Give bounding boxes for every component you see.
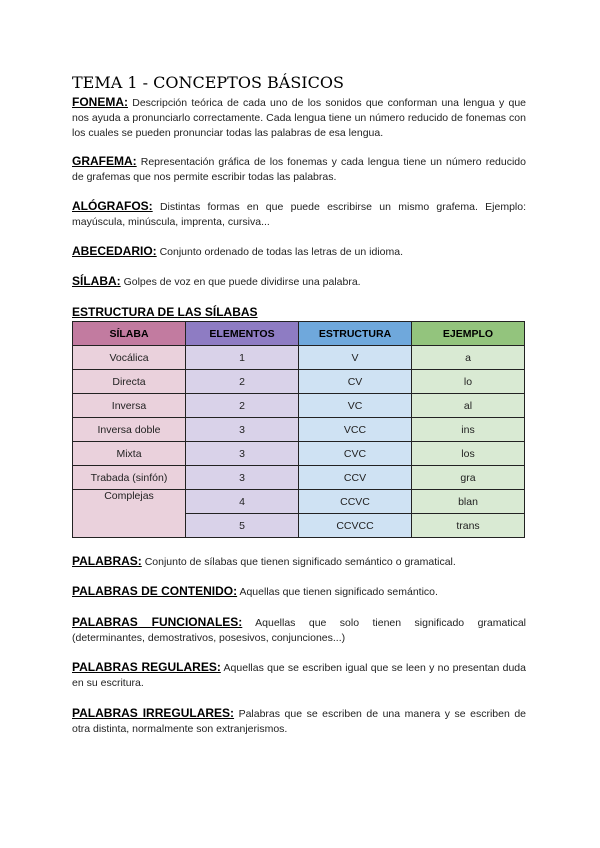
table-row	[73, 442, 525, 466]
definition-palabras	[72, 554, 526, 570]
cell-silaba: Vocálica	[73, 346, 186, 370]
definition-text: Aquellas que tienen significado semántico.	[237, 586, 438, 598]
definition-term: ALÓGRAFOS:	[72, 199, 153, 213]
definition-palabras-regulares	[72, 660, 526, 691]
definition-palabras-funcionales	[72, 615, 526, 646]
cell-silaba: Inversa	[73, 394, 186, 418]
cell-estructura: VC	[299, 394, 412, 418]
cell-ejemplo: blan	[412, 490, 525, 514]
table-row	[73, 490, 525, 514]
definition-text: Aquellas que se escriben igual que se leen y no presentan duda en su escritura.	[72, 662, 526, 689]
cell-estructura: CCVC	[299, 490, 412, 514]
definition-term: GRAFEMA:	[72, 154, 137, 168]
definition-term: FONEMA:	[72, 95, 128, 109]
definition-text: Distintas formas en que puede escribirse un mismo grafema. Ejemplo: mayúscula, minúscula, imprenta, cursiva...	[72, 201, 526, 228]
table-row	[73, 346, 525, 370]
cell-ejemplo: ins	[412, 418, 525, 442]
cell-ejemplo: los	[412, 442, 525, 466]
definition-palabras-contenido	[72, 584, 526, 600]
definition-term: ABECEDARIO:	[72, 244, 157, 258]
cell-silaba: Trabada (sinfón)	[73, 466, 186, 490]
cell-ejemplo: a	[412, 346, 525, 370]
cell-silaba: Mixta	[73, 442, 186, 466]
cell-estructura: CV	[299, 370, 412, 394]
cell-ejemplo: gra	[412, 466, 525, 490]
table-title: ESTRUCTURA DE LAS SÍLABAS	[72, 305, 258, 319]
definition-text: Descripción teórica de cada uno de los sonidos que conforman una lengua y que nos ayuda a pronunciarlo correctamente. Cada lengua tiene un número reducido de fonemas con los cuales se pueden pronunciar todas las palabras de esa lengua.	[72, 97, 526, 139]
table-row	[73, 370, 525, 394]
cell-elementos: 4	[186, 490, 299, 514]
cell-silaba: Directa	[73, 370, 186, 394]
table-header-row	[73, 322, 525, 346]
definition-text: Palabras que se escriben de una manera y se escriben de otra distinta, normalmente son extranjerismos.	[72, 708, 526, 735]
definition-term: PALABRAS FUNCIONALES:	[72, 615, 243, 629]
definition-fonema	[72, 95, 526, 141]
definition-palabras-irregulares	[72, 706, 526, 737]
syllable-structure-table	[72, 321, 525, 538]
cell-elementos: 2	[186, 370, 299, 394]
table-row	[73, 394, 525, 418]
definition-grafema	[72, 154, 526, 185]
cell-silaba: Inversa doble	[73, 418, 186, 442]
cell-estructura: VCC	[299, 418, 412, 442]
definition-text: Conjunto de sílabas que tienen significado semántico o gramatical.	[141, 556, 456, 568]
definition-term: PALABRAS:	[72, 554, 142, 568]
table-row	[73, 418, 525, 442]
cell-elementos: 3	[186, 442, 299, 466]
cell-elementos: 5	[186, 514, 299, 538]
definition-term: SÍLABA:	[72, 274, 121, 288]
cell-elementos: 2	[186, 394, 299, 418]
definition-text: Representación gráfica de los fonemas y cada lengua tiene un número reducido de grafemas que nos permite escribir todas las palabras.	[72, 156, 526, 183]
cell-ejemplo: trans	[412, 514, 525, 538]
header-ejemplo: EJEMPLO	[412, 322, 525, 346]
definition-abecedario	[72, 244, 526, 260]
header-estructura: ESTRUCTURA	[299, 322, 412, 346]
cell-ejemplo: lo	[412, 370, 525, 394]
page-title: TEMA 1 - CONCEPTOS BÁSICOS	[72, 73, 344, 92]
definition-term: PALABRAS DE CONTENIDO:	[72, 584, 238, 598]
definition-term: PALABRAS REGULARES:	[72, 660, 221, 674]
cell-silaba: Complejas	[73, 490, 186, 538]
header-elementos: ELEMENTOS	[186, 322, 299, 346]
definition-text: Aquellas que solo tienen significado gramatical (determinantes, demostrativos, posesivos, conjunciones...)	[72, 617, 527, 644]
cell-elementos: 3	[186, 418, 299, 442]
cell-estructura: V	[299, 346, 412, 370]
definition-text: Conjunto ordenado de todas las letras de un idioma.	[156, 246, 404, 258]
header-silaba: SÍLABA	[73, 322, 186, 346]
definition-text: Golpes de voz en que puede dividirse una palabra.	[120, 276, 361, 288]
cell-estructura: CCV	[299, 466, 412, 490]
table-row	[73, 466, 525, 490]
cell-elementos: 1	[186, 346, 299, 370]
cell-estructura: CVC	[299, 442, 412, 466]
definition-term: PALABRAS IRREGULARES:	[72, 706, 235, 720]
cell-ejemplo: al	[412, 394, 525, 418]
definition-silaba	[72, 274, 526, 290]
cell-estructura: CCVCC	[299, 514, 412, 538]
definition-alografos	[72, 199, 526, 230]
cell-elementos: 3	[186, 466, 299, 490]
